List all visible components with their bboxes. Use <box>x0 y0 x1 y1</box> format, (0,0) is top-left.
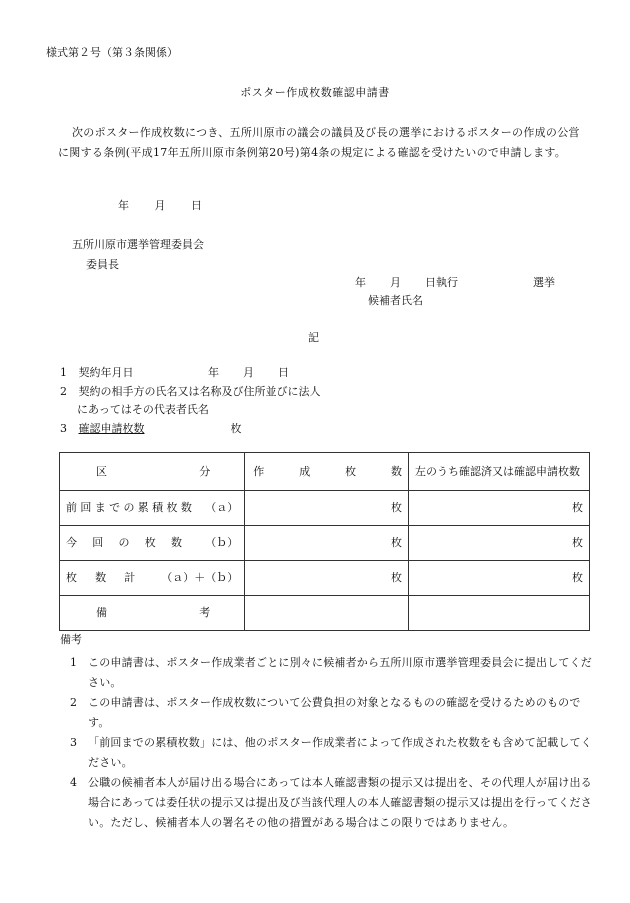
item-2 <box>60 385 321 399</box>
current-confirmed-count-cell: 枚 <box>409 526 590 561</box>
item-1-year: 年 <box>208 366 219 379</box>
remarks-cell-2 <box>409 596 590 631</box>
item-1-month: 月 <box>243 366 254 379</box>
table-row <box>60 561 590 596</box>
form-number: 様式第２号（第３条関係） <box>46 46 178 59</box>
remark-item: 2 この申請書は、ポスター作成枚数について公費負担の対象となるものの確認を受けるためのものです。 <box>70 696 581 729</box>
remark-item: 1 この申請書は、ポスター作成業者ごとに別々に候補者から五所川原市選挙管理委員会に提出してください。 <box>70 656 592 689</box>
header-created-count: 作 成 枚 数 <box>245 453 409 491</box>
item-1-label: 契約年月日 <box>78 366 134 379</box>
row-label-previous-cumulative: 前 回 ま で の 累 積 枚 数 （ａ） <box>60 491 245 526</box>
total-confirmed-count-cell: 枚 <box>409 561 590 596</box>
item-2-label: 契約の相手方の氏名又は名称及び住所並びに法人 <box>78 385 321 398</box>
poster-count-table <box>59 452 590 631</box>
election-year: 年 <box>355 276 366 289</box>
intro-paragraph: 次のポスター作成枚数につき、五所川原市の議会の議員及び長の選挙におけるポスターの作成の公営に関する条例(平成17年五所川原市条例第20号)第4条の規定による確認を受けたいので申請します。 <box>58 126 580 159</box>
header-category: 区 分 <box>60 453 245 491</box>
table-row <box>60 491 590 526</box>
ki-heading: 記 <box>308 331 319 344</box>
previous-confirmed-count-cell: 枚 <box>409 491 590 526</box>
addressee-committee: 五所川原市選挙管理委員会 <box>72 238 204 251</box>
candidate-name-label: 候補者氏名 <box>368 294 423 307</box>
remarks-cell-1 <box>245 596 409 631</box>
total-created-count-cell: 枚 <box>245 561 409 596</box>
item-1-number: 1 <box>60 366 67 379</box>
table-row <box>60 526 590 561</box>
table-header-row <box>60 453 590 491</box>
item-3 <box>60 422 242 436</box>
date-year: 年 <box>118 199 129 212</box>
item-1-day: 日 <box>278 366 289 379</box>
remarks-list <box>62 653 592 833</box>
item-1 <box>60 366 134 380</box>
election-day-exec: 日執行 <box>425 276 458 289</box>
item-3-unit: 枚 <box>230 422 242 435</box>
item-2-number: 2 <box>60 385 67 398</box>
row-label-remarks: 備 考 <box>60 596 245 631</box>
addressee-chair: 委員長 <box>86 258 119 271</box>
row-label-total: 枚 数 計 （ａ）＋（ｂ） <box>60 561 245 596</box>
table-row <box>60 596 590 631</box>
remark-item: 4 公職の候補者本人が届け出る場合にあっては本人確認書類の提示又は提出を、その代理人が届け出る場合にあっては委任状の提示又は提出及び当該代理人の本人確認書類の提示又は提出を行ってください。ただし、候補者本人の署名その他の措置がある場合はこの限りではありません。 <box>70 776 592 829</box>
election-month: 月 <box>390 276 401 289</box>
date-line <box>118 199 202 213</box>
remark-item: 3 「前回までの累積枚数」には、他のポスター作成業者によって作成された枚数をも含めて記載してください。 <box>70 736 592 769</box>
item-2-label-line2: にあってはその代表者氏名 <box>77 403 209 416</box>
date-month: 月 <box>154 199 166 212</box>
current-created-count-cell: 枚 <box>245 526 409 561</box>
previous-created-count-cell: 枚 <box>245 491 409 526</box>
row-label-current-count: 今 回 の 枚 数 （ｂ） <box>60 526 245 561</box>
item-3-field <box>79 422 242 436</box>
election-label: 選挙 <box>533 276 555 289</box>
date-day: 日 <box>191 199 202 212</box>
remarks-heading: 備考 <box>60 633 82 646</box>
document-title: ポスター作成枚数確認申請書 <box>240 86 390 99</box>
header-confirmed-count: 左のうち確認済又は確認申請枚数 <box>409 453 590 491</box>
item-3-label: 確認申請枚数 <box>78 422 145 435</box>
item-3-number: 3 <box>60 422 67 435</box>
